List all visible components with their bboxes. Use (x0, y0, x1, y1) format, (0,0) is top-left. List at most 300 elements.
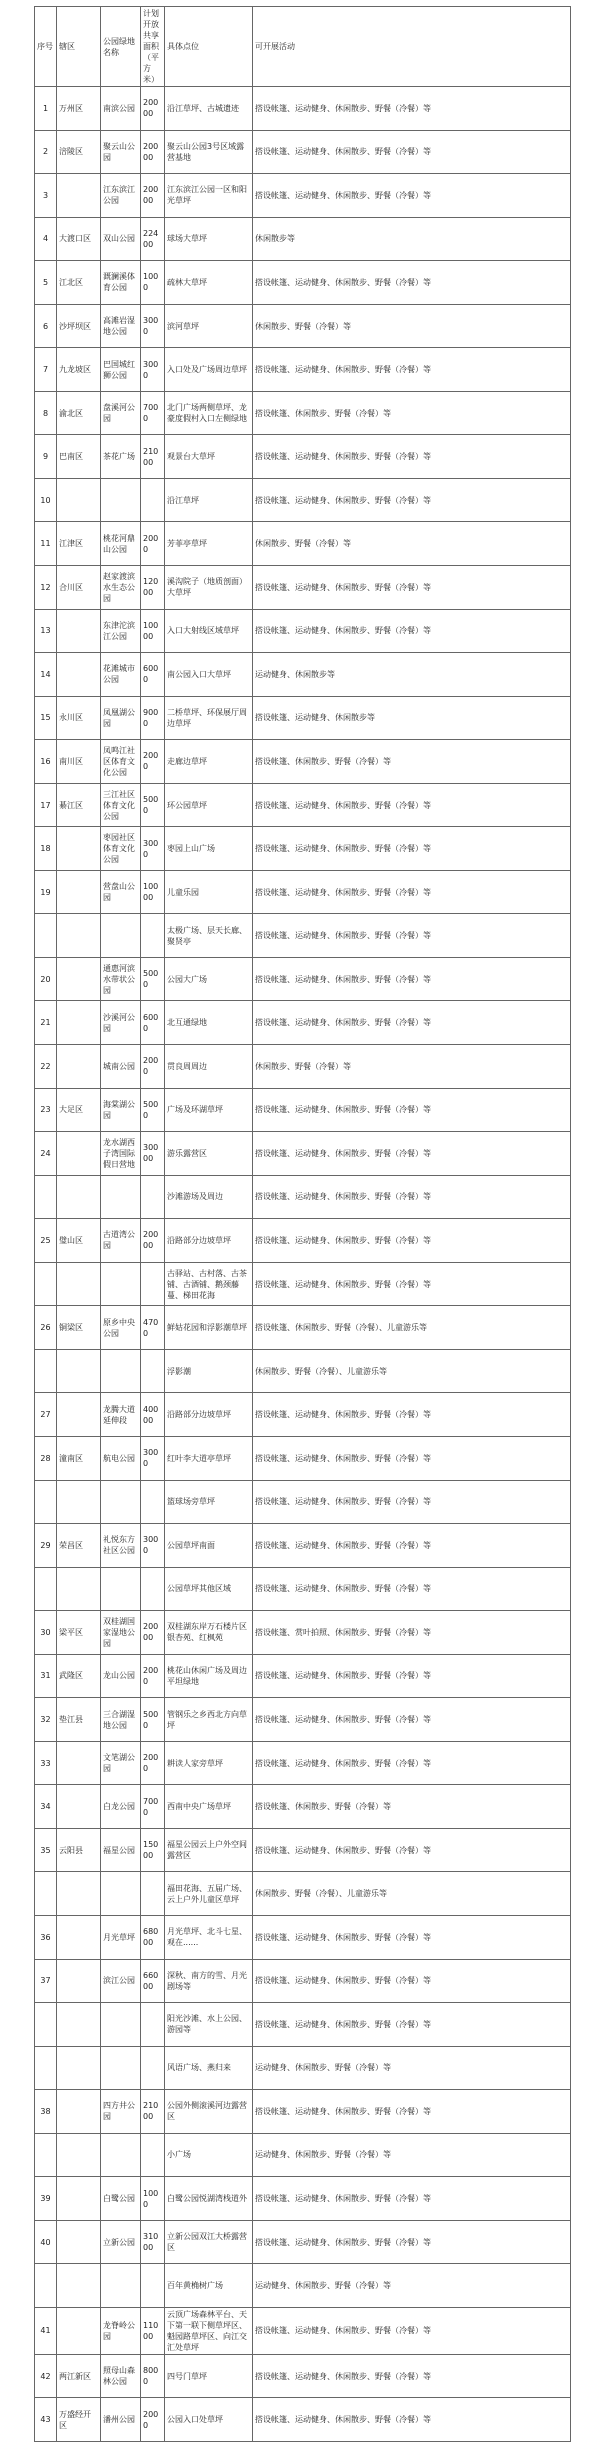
table-row (35, 2220, 571, 2264)
table-row (35, 522, 571, 566)
table-cell: 搭设帐篷、运动健身、休闲散步、野餐（冷餐）等 (253, 2354, 571, 2398)
table-row (35, 1872, 571, 1916)
table-cell: 2000 (141, 740, 165, 784)
table-cell: 芳菲亭草坪 (165, 522, 253, 566)
table-row (35, 1698, 571, 1742)
table-cell: 4700 (141, 1306, 165, 1350)
table-cell: 搭设帐篷、运动健身、休闲散步、野餐（冷餐）等 (253, 1175, 571, 1219)
table-row (35, 827, 571, 871)
table-cell: 休闲散步、野餐（冷餐）等 (253, 304, 571, 348)
table-cell (101, 2046, 141, 2090)
table-cell (57, 174, 101, 218)
table-cell: 高滩岩湿地公园 (101, 304, 141, 348)
table-row (35, 1436, 571, 1480)
table-cell: 运动健身、休闲散步、野餐（冷餐）等 (253, 2264, 571, 2308)
table-cell: 搭设帐篷、运动健身、休闲散步等 (253, 696, 571, 740)
table-cell: 双山公园 (101, 217, 141, 261)
table-cell: 3000 (141, 304, 165, 348)
table-cell: 云阳县 (57, 1828, 101, 1872)
table-cell (101, 1262, 141, 1306)
table-cell: 68000 (141, 1915, 165, 1959)
table-cell: 3000 (141, 827, 165, 871)
table-cell: 北门广场两侧草坪、龙豪度假村入口左侧绿地 (165, 391, 253, 435)
table-row (35, 696, 571, 740)
table-row (35, 130, 571, 174)
table-cell: 桃花山休闲广场及周边平坦绿地 (165, 1654, 253, 1698)
table-cell: 运动健身、休闲散步、野餐（冷餐）等 (253, 2133, 571, 2177)
table-cell: 西南中央广场草坪 (165, 1785, 253, 1829)
table-row (35, 653, 571, 697)
table-cell: 福星公园云上户外空间露营区 (165, 1828, 253, 1872)
table-cell: 聚云山公园 (101, 130, 141, 174)
table-row (35, 1045, 571, 1089)
table-cell: 8000 (141, 2354, 165, 2398)
table-cell: 搭设帐篷、运动健身、休闲散步、野餐（冷餐）等 (253, 348, 571, 392)
table-cell (57, 827, 101, 871)
table-cell: 搭设帐篷、运动健身、休闲散步、野餐（冷餐）等 (253, 1436, 571, 1480)
table-cell: 34 (35, 1785, 57, 1829)
table-cell: 沿江草坪 (165, 478, 253, 522)
table-cell: 休闲散步等 (253, 217, 571, 261)
table-cell: 南滨公园 (101, 87, 141, 131)
table-cell (35, 1175, 57, 1219)
table-cell (57, 1001, 101, 1045)
table-cell: 深秋、南方的雪、月光剧场等 (165, 1959, 253, 2003)
table-cell: 搭设帐篷、运动健身、休闲散步、野餐（冷餐）等 (253, 2003, 571, 2047)
table-cell: 5000 (141, 1698, 165, 1742)
table-cell (101, 1567, 141, 1611)
table-cell: 搭设帐篷、运动健身、休闲散步、野餐（冷餐）等 (253, 435, 571, 479)
table-cell: 搭设帐篷、运动健身、休闲散步、野餐（冷餐）等 (253, 2307, 571, 2354)
table-cell: 北互通绿地 (165, 1001, 253, 1045)
table-cell: 搭设帐篷、运动健身、休闲散步、野餐（冷餐）等 (253, 827, 571, 871)
table-cell: 搭设帐篷、运动健身、休闲散步、野餐（冷餐）等 (253, 609, 571, 653)
table-cell: 搭设帐篷、运动健身、休闲散步、野餐（冷餐）等 (253, 2398, 571, 2442)
table-cell (57, 1785, 101, 1829)
table-cell: 沙溪河公园 (101, 1001, 141, 1045)
table-cell (35, 2133, 57, 2177)
table-cell (35, 914, 57, 958)
table-cell: 龙脊岭公园 (101, 2307, 141, 2354)
table-row (35, 2177, 571, 2221)
table-row (35, 87, 571, 131)
table-cell: 红叶李大道亭草坪 (165, 1436, 253, 1480)
table-cell: 沿路部分边坡草坪 (165, 1393, 253, 1437)
table-cell: 三合湖湿地公园 (101, 1698, 141, 1742)
table-cell: 管钢乐之乡西北方向草坪 (165, 1698, 253, 1742)
table-cell: 30000 (141, 1132, 165, 1176)
table-cell: 双桂湖国家湿地公园 (101, 1611, 141, 1655)
table-cell: 31 (35, 1654, 57, 1698)
table-cell: 搭设帐篷、运动健身、休闲散步、野餐（冷餐）等 (253, 1828, 571, 1872)
table-cell: 21000 (141, 2090, 165, 2134)
table-cell: 40 (35, 2220, 57, 2264)
table-cell: 12000 (141, 566, 165, 610)
table-cell: 赵家渡滨水生态公园 (101, 566, 141, 610)
table-row (35, 1175, 571, 1219)
table-cell: 永川区 (57, 696, 101, 740)
table-row (35, 2307, 571, 2354)
table-cell: 23 (35, 1088, 57, 1132)
table-cell: 20000 (141, 1611, 165, 1655)
table-row (35, 2090, 571, 2134)
table-cell: 10000 (141, 609, 165, 653)
table-cell: 19 (35, 870, 57, 914)
table-cell: 綦江区 (57, 783, 101, 827)
table-cell (101, 2133, 141, 2177)
table-cell (57, 1175, 101, 1219)
table-cell (141, 1567, 165, 1611)
table-row (35, 2398, 571, 2442)
table-cell: 小广场 (165, 2133, 253, 2177)
table-cell: 万盛经开区 (57, 2398, 101, 2442)
table-row (35, 1306, 571, 1350)
table-cell: 66000 (141, 1959, 165, 2003)
table-cell: 35 (35, 1828, 57, 1872)
table-cell (101, 914, 141, 958)
table-cell: 走廊边草坪 (165, 740, 253, 784)
table-cell (57, 1872, 101, 1916)
table-cell: 盘溪河公园 (101, 391, 141, 435)
table-cell (35, 1349, 57, 1393)
table-cell (57, 1132, 101, 1176)
table-cell: 入口处及广场周边草坪 (165, 348, 253, 392)
table-row (35, 2264, 571, 2308)
table-cell: 5000 (141, 783, 165, 827)
table-cell: 龙水湖西子湾国际假日营地 (101, 1132, 141, 1176)
table-cell: 搭设帐篷、运动健身、休闲散步、野餐（冷餐）等 (253, 1698, 571, 1742)
table-cell: 31000 (141, 2220, 165, 2264)
table-cell: 2 (35, 130, 57, 174)
table-row (35, 1480, 571, 1524)
table-cell: 搭设帐篷、休闲散步、野餐（冷餐）等 (253, 740, 571, 784)
table-cell: 休闲散步、野餐（冷餐）等 (253, 522, 571, 566)
table-cell: 21000 (141, 435, 165, 479)
table-cell: 疏林大草坪 (165, 261, 253, 305)
table-cell (141, 2046, 165, 2090)
table-cell: 搭设帐篷、运动健身、休闲散步、野餐（冷餐）等 (253, 957, 571, 1001)
table-cell: 16 (35, 740, 57, 784)
table-cell: 浮影潮 (165, 1349, 253, 1393)
table-cell (141, 914, 165, 958)
table-cell: 15000 (141, 1828, 165, 1872)
table-cell: 龙腾大道延伸段 (101, 1393, 141, 1437)
header-cell: 可开展活动 (253, 7, 571, 87)
table-cell: 航电公园 (101, 1436, 141, 1480)
table-cell: 白鹭公园悦湖湾栈道外 (165, 2177, 253, 2221)
table-cell: 6 (35, 304, 57, 348)
header-cell: 具体点位 (165, 7, 253, 87)
table-cell (101, 2264, 141, 2308)
header-cell: 序号 (35, 7, 57, 87)
table-cell: 9 (35, 435, 57, 479)
table-cell (57, 2046, 101, 2090)
header-cell: 公园绿地名称 (101, 7, 141, 87)
table-cell: 入口大射线区域草坪 (165, 609, 253, 653)
table-cell: 20000 (141, 130, 165, 174)
table-cell: 云顶广场森林平台、天下第一联下侧草坪区、魁园路草坪区、向江交汇处草坪 (165, 2307, 253, 2354)
table-cell: 5000 (141, 1088, 165, 1132)
table-cell: 南公园入口大草坪 (165, 653, 253, 697)
table-cell: 7000 (141, 391, 165, 435)
table-cell: 11000 (141, 2307, 165, 2354)
table-row (35, 2133, 571, 2177)
table-cell: 38 (35, 2090, 57, 2134)
table-cell (57, 1480, 101, 1524)
table-cell: 璧山区 (57, 1219, 101, 1263)
table-row (35, 740, 571, 784)
table-cell: 搭设帐篷、运动健身、休闲散步、野餐（冷餐）等 (253, 2090, 571, 2134)
table-cell (57, 653, 101, 697)
table-cell: 立新公园 (101, 2220, 141, 2264)
table-cell: 三江社区体育文化公园 (101, 783, 141, 827)
table-cell: 聚云山公园3号区域露营基地 (165, 130, 253, 174)
table-cell (57, 2177, 101, 2221)
table-cell: 10000 (141, 870, 165, 914)
table-cell: 观景台大草坪 (165, 435, 253, 479)
table-cell (57, 870, 101, 914)
table-cell: 2000 (141, 1045, 165, 1089)
table-cell: 渝北区 (57, 391, 101, 435)
table-cell: 礼悦东方社区公园 (101, 1524, 141, 1568)
table-cell: 福田花海、五届广场、云上户外儿童区草坪 (165, 1872, 253, 1916)
table-row (35, 217, 571, 261)
table-cell: 环公园草坪 (165, 783, 253, 827)
table-cell: 公园大广场 (165, 957, 253, 1001)
table-cell: 潼南区 (57, 1436, 101, 1480)
table-row (35, 1959, 571, 2003)
table-cell: 10 (35, 478, 57, 522)
table-row (35, 1262, 571, 1306)
table-cell: 搭设帐篷、运动健身、休闲散步、野餐（冷餐）等 (253, 1132, 571, 1176)
table-cell: 贯良周周边 (165, 1045, 253, 1089)
table-row (35, 1611, 571, 1655)
table-row (35, 174, 571, 218)
table-row (35, 304, 571, 348)
table-cell: 搭设帐篷、运动健身、休闲散步、野餐（冷餐）等 (253, 1524, 571, 1568)
table-row (35, 2003, 571, 2047)
table-cell: 搭设帐篷、运动健身、休闲散步、野餐（冷餐）等 (253, 1001, 571, 1045)
table-cell: 营盘山公园 (101, 870, 141, 914)
table-cell (57, 1915, 101, 1959)
table-row (35, 609, 571, 653)
table-cell: 阳光沙滩、水上公园、游园等 (165, 2003, 253, 2047)
table-cell: 4 (35, 217, 57, 261)
table-cell: 1 (35, 87, 57, 131)
parks-table (34, 6, 571, 2442)
table-cell: 南川区 (57, 740, 101, 784)
table-cell: 搭设帐篷、运动健身、休闲散步、野餐（冷餐）等 (253, 1567, 571, 1611)
table-row (35, 348, 571, 392)
table-cell: 17 (35, 783, 57, 827)
table-cell: 溪沟院子（地质剖面）大草坪 (165, 566, 253, 610)
table-cell: 枣园上山广场 (165, 827, 253, 871)
table-cell: 公园草坪南面 (165, 1524, 253, 1568)
table-cell: 搭设帐篷、运动健身、休闲散步、野餐（冷餐）等 (253, 1741, 571, 1785)
table-cell: 搭设帐篷、运动健身、休闲散步、野餐（冷餐）等 (253, 1393, 571, 1437)
table-cell: 龙山公园 (101, 1654, 141, 1698)
table-cell: 古驿站、古村落、古茶铺、古酒铺、鹅颈藤蔓、梯田花海 (165, 1262, 253, 1306)
table-cell: 太极广场、层天长廊、聚贤亭 (165, 914, 253, 958)
table-cell: 二桥草坪、环保展厅周边草坪 (165, 696, 253, 740)
table-cell: 25 (35, 1219, 57, 1263)
table-row (35, 2354, 571, 2398)
table-cell: 搭设帐篷、运动健身、休闲散步、野餐（冷餐）等 (253, 1480, 571, 1524)
table-cell: 月光草坪 (101, 1915, 141, 1959)
table-cell (101, 1872, 141, 1916)
table-row (35, 1001, 571, 1045)
table-cell: 24 (35, 1132, 57, 1176)
table-cell: 27 (35, 1393, 57, 1437)
table-cell: 2000 (141, 2398, 165, 2442)
table-cell (57, 2003, 101, 2047)
table-cell: 梁平区 (57, 1611, 101, 1655)
table-cell (57, 2220, 101, 2264)
table-cell: 凤凰湖公园 (101, 696, 141, 740)
table-cell: 沙滩游场及周边 (165, 1175, 253, 1219)
table-cell: 1000 (141, 261, 165, 305)
table-cell: 3000 (141, 1436, 165, 1480)
table-cell: 37 (35, 1959, 57, 2003)
table-cell: 江北区 (57, 261, 101, 305)
table-cell (141, 1175, 165, 1219)
table-cell: 休闲散步、野餐（冷餐）等 (253, 1045, 571, 1089)
table-row (35, 2046, 571, 2090)
table-cell: 搭设帐篷、运动健身、休闲散步、野餐（冷餐）等 (253, 1219, 571, 1263)
table-cell: 3 (35, 174, 57, 218)
table-cell: 万州区 (57, 87, 101, 131)
table-cell (57, 914, 101, 958)
table-cell: 大足区 (57, 1088, 101, 1132)
table-row (35, 870, 571, 914)
table-row (35, 1132, 571, 1176)
header-cell: 辖区 (57, 7, 101, 87)
table-cell: 桃花河鼎山公园 (101, 522, 141, 566)
table-cell: 立新公园双江大桥露营区 (165, 2220, 253, 2264)
table-cell (141, 2133, 165, 2177)
table-cell: 篮球场旁草坪 (165, 1480, 253, 1524)
table-cell: 22 (35, 1045, 57, 1089)
table-cell: 沿江草坪、古城遗迹 (165, 87, 253, 131)
table-row (35, 1654, 571, 1698)
table-cell (101, 1480, 141, 1524)
table-cell: 2000 (141, 1654, 165, 1698)
table-cell: 42 (35, 2354, 57, 2398)
table-cell: 11 (35, 522, 57, 566)
table-row (35, 1785, 571, 1829)
table-cell: 百年黄桷树广场 (165, 2264, 253, 2308)
table-cell (35, 2264, 57, 2308)
table-cell: 搭设帐篷、运动健身、休闲散步、野餐（冷餐）等 (253, 566, 571, 610)
table-cell: 13 (35, 609, 57, 653)
table-cell: 铜梁区 (57, 1306, 101, 1350)
table-cell (141, 1262, 165, 1306)
table-cell (141, 1480, 165, 1524)
table-cell: 九龙坡区 (57, 348, 101, 392)
table-cell (35, 1567, 57, 1611)
table-header-row (35, 7, 571, 87)
table-cell: 5 (35, 261, 57, 305)
table-row (35, 1567, 571, 1611)
table-cell: 26 (35, 1306, 57, 1350)
table-cell: 江津区 (57, 522, 101, 566)
table-row (35, 1741, 571, 1785)
table-cell: 城南公园 (101, 1045, 141, 1089)
table-cell: 搭设帐篷、运动健身、休闲散步、野餐（冷餐）等 (253, 1262, 571, 1306)
table-cell: 球场大草坪 (165, 217, 253, 261)
table-cell (57, 2090, 101, 2134)
table-cell: 搭设帐篷、运动健身、休闲散步、野餐（冷餐）等 (253, 870, 571, 914)
header-cell: 计划开放共享面积（平方米） (141, 7, 165, 87)
table-cell: 8 (35, 391, 57, 435)
table-cell: 公园草坪其他区域 (165, 1567, 253, 1611)
table-cell: 搭设帐篷、休闲散步、野餐（冷餐）、儿童游乐等 (253, 1306, 571, 1350)
table-row (35, 566, 571, 610)
table-cell: 12 (35, 566, 57, 610)
table-cell (57, 1567, 101, 1611)
table-body (35, 87, 571, 2442)
table-cell: 18 (35, 827, 57, 871)
table-cell (101, 478, 141, 522)
table-row (35, 1524, 571, 1568)
table-cell: 休闲散步、野餐（冷餐）、儿童游乐等 (253, 1872, 571, 1916)
table-cell: 月光草坪、北斗七星、观在...... (165, 1915, 253, 1959)
table-cell: 巴国城红狮公园 (101, 348, 141, 392)
table-cell (141, 1349, 165, 1393)
table-cell: 福星公园 (101, 1828, 141, 1872)
table-cell: 江东滨江公园一区和阳光草坪 (165, 174, 253, 218)
table-cell (141, 2003, 165, 2047)
table-row (35, 391, 571, 435)
table-cell: 搭设帐篷、运动健身、休闲散步、野餐（冷餐）等 (253, 1088, 571, 1132)
table-cell (57, 2133, 101, 2177)
table-cell: 古道湾公园 (101, 1219, 141, 1263)
table-cell: 搭设帐篷、运动健身、休闲散步、野餐（冷餐）等 (253, 1959, 571, 2003)
table-cell (35, 1262, 57, 1306)
table-cell: 公园入口处草坪 (165, 2398, 253, 2442)
table-cell: 儿童乐园 (165, 870, 253, 914)
table-cell: 43 (35, 2398, 57, 2442)
table-cell: 21 (35, 1001, 57, 1045)
table-cell (57, 478, 101, 522)
table-cell (57, 1262, 101, 1306)
table-cell: 休闲散步、野餐（冷餐）、儿童游乐等 (253, 1349, 571, 1393)
table-cell: 15 (35, 696, 57, 740)
table-cell: 29 (35, 1524, 57, 1568)
table-cell: 41 (35, 2307, 57, 2354)
table-cell: 9000 (141, 696, 165, 740)
table-cell: 20000 (141, 174, 165, 218)
table-cell: 白龙公园 (101, 1785, 141, 1829)
table-cell: 20000 (141, 87, 165, 131)
table-cell: 搭设帐篷、赏叶拍照、休闲散步、野餐（冷餐）等 (253, 1611, 571, 1655)
table-row (35, 1915, 571, 1959)
table-cell (57, 957, 101, 1001)
table-cell: 巴南区 (57, 435, 101, 479)
table-cell (57, 1393, 101, 1437)
table-cell (57, 2264, 101, 2308)
table-cell: 33 (35, 1741, 57, 1785)
table-cell (57, 1741, 101, 1785)
table-cell (57, 2307, 101, 2354)
table-row (35, 914, 571, 958)
table-cell (101, 1349, 141, 1393)
table-cell: 运动健身、休闲散步、野餐（冷餐）等 (253, 2046, 571, 2090)
table-row (35, 1088, 571, 1132)
table-cell: 溉澜溪体育公园 (101, 261, 141, 305)
table-cell (57, 1959, 101, 2003)
table-row (35, 478, 571, 522)
